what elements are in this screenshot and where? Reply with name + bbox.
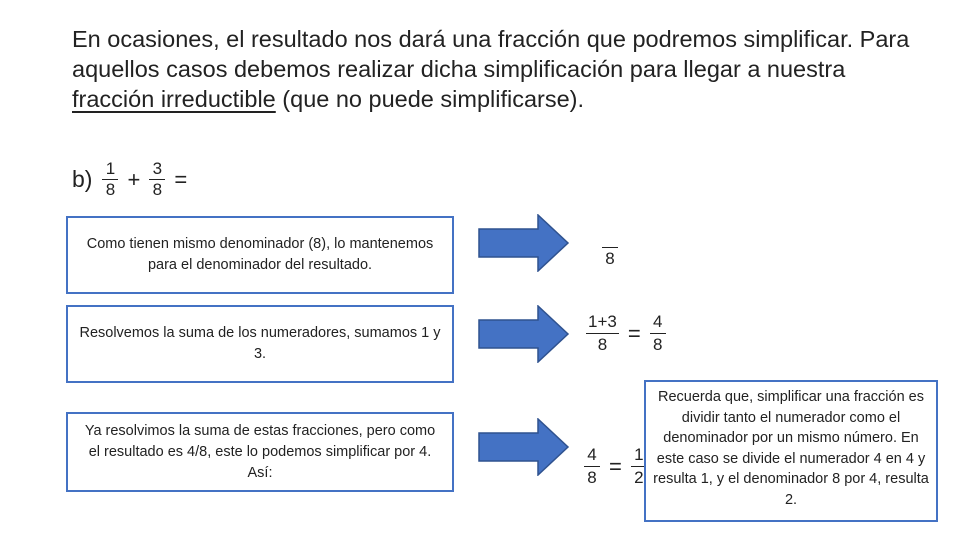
- equals-sign: =: [627, 320, 641, 346]
- fraction-denominator: 8: [597, 335, 608, 354]
- intro-text-start: En ocasiones, el resultado nos dará una fracción que podremos simplificar. Para aquellos casos debemos realizar dicha simplificación para llegar a nuestra: [72, 26, 910, 82]
- step-text: Ya resolvimos la suma de estas fracciones, pero como el resultado es 4/8, este lo podemos simplificar por 4. Así:: [84, 422, 436, 481]
- result-simplified-expression: [580, 445, 651, 488]
- reminder-note-text: Recuerda que, simplificar una fracción es dividir tanto el numerador como el denominador por un mismo número. En este caso se divide el numerador 4 en 4 y resulta 1, y el denominador 8 por 4, resulta 2.: [653, 389, 929, 508]
- intro-text-end: (que no puede simplificarse).: [275, 86, 585, 112]
- four-eighths-fraction: [650, 312, 666, 355]
- step-box-same-denominator: [66, 216, 454, 294]
- fraction-numerator: 1: [631, 445, 647, 467]
- fraction-denominator: 8: [105, 180, 116, 199]
- result-denominator-eight: [598, 236, 622, 269]
- step-box-sum-numerators: [66, 305, 454, 383]
- fraction-numerator: 3: [149, 160, 165, 180]
- fraction-numerator: 4: [584, 445, 600, 467]
- fraction-denominator: 8: [587, 468, 597, 487]
- fraction-denominator: 8: [605, 249, 615, 268]
- step-box-simplify: [66, 412, 454, 492]
- fraction-denominator: 2: [634, 468, 644, 487]
- fraction-one-eighth: [102, 160, 118, 199]
- result-fraction: [602, 236, 618, 269]
- arrow-right-icon: [478, 418, 570, 476]
- irreducible-fraction-term: fracción irreductible: [72, 86, 276, 112]
- equals-sign: =: [609, 453, 622, 479]
- step-text: Resolvemos la suma de los numeradores, sumamos 1 y 3.: [79, 325, 441, 362]
- fraction-numerator: 4: [650, 312, 666, 334]
- arrow-right-icon: [478, 214, 570, 272]
- fraction-denominator: 8: [152, 180, 163, 199]
- reminder-note-box: [644, 380, 938, 522]
- plus-sign: +: [127, 166, 141, 192]
- fraction-numerator: 1: [102, 160, 118, 180]
- sum-fraction: [586, 312, 619, 355]
- arrow-right-icon: [478, 305, 570, 363]
- step-text: Como tienen mismo denominador (8), lo mantenemos para el denominador del resultado.: [86, 236, 434, 273]
- equals-sign: =: [174, 166, 188, 192]
- fraction-numerator: 1+3: [586, 312, 619, 334]
- exercise-label: b): [72, 166, 93, 192]
- fraction-numerator-blank: [602, 236, 618, 248]
- fraction-three-eighths: [149, 160, 165, 199]
- result-sum-expression: [582, 312, 670, 355]
- intro-paragraph: [72, 24, 932, 114]
- fraction-denominator: 8: [652, 335, 663, 354]
- four-eighths-fraction: [584, 445, 600, 488]
- exercise-b: [72, 160, 192, 199]
